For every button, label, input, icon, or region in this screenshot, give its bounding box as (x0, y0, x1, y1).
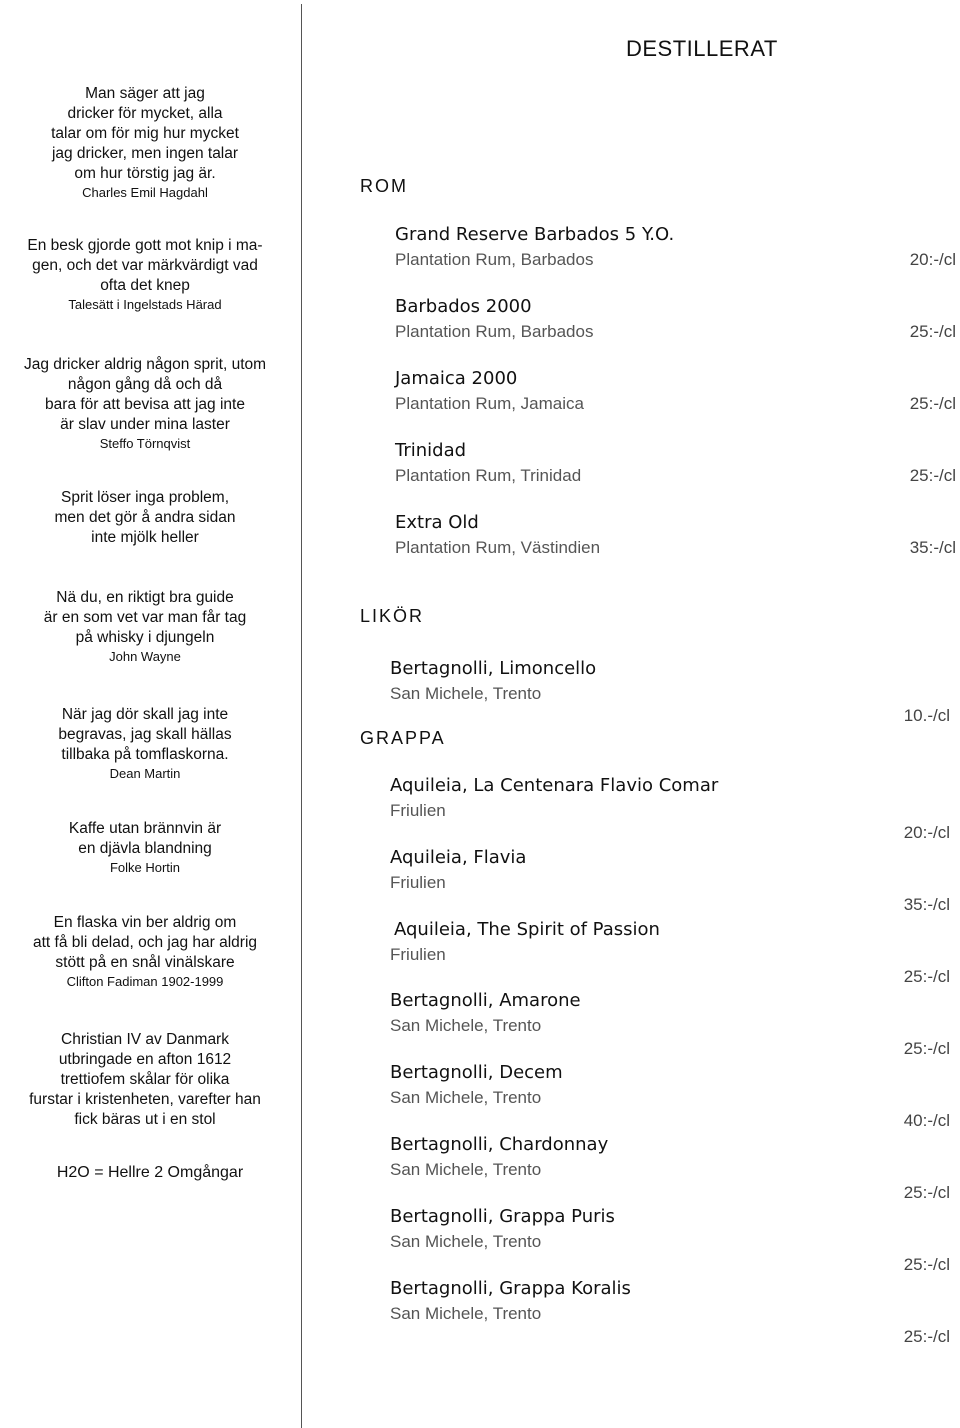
item-price: 20:-/cl (909, 250, 956, 269)
item-origin: San Michele, Trento (390, 1304, 542, 1323)
quote-text: En besk gjorde gott mot knip i ma- gen, och det var märkvärdigt vad ofta det knep (27, 237, 263, 294)
quote-text: H2O = Hellre 2 Omgångar (56, 1164, 244, 1181)
item-price: 25:-/cl (909, 322, 956, 341)
item-price: 25:-/cl (909, 466, 956, 485)
item-price: 35:-/cl (903, 895, 950, 914)
item-price: 35:-/cl (909, 538, 956, 557)
quote-fadiman (0, 913, 290, 991)
item-origin: San Michele, Trento (390, 684, 542, 703)
quote-christian (0, 1030, 290, 1130)
item-origin: Plantation Rum, Barbados (395, 322, 594, 341)
item-name: Bertagnolli, Amarone (390, 990, 581, 1011)
quote-tornqvist (0, 355, 290, 453)
quote-text: Nä du, en riktigt bra guide är en som vet var man får tag på whisky i djungeln (43, 589, 247, 646)
quote-author: Charles Emil Hagdahl (82, 185, 208, 200)
quote-text: När jag dör skall jag inte begravas, jag skall hällas tillbaka på tomflaskorna. (58, 706, 232, 763)
quote-text: En flaska vin ber aldrig om att få bli delad, och jag har aldrig stött på en snål vinälskare (32, 914, 258, 971)
item-name: Bertagnolli, Grappa Koralis (390, 1278, 631, 1299)
item-name: Trinidad (395, 440, 467, 461)
quote-text: Kaffe utan brännvin är en djävla blandning (68, 820, 222, 857)
item-name: Bertagnolli, Chardonnay (390, 1134, 609, 1155)
item-origin: Plantation Rum, Barbados (395, 250, 594, 269)
item-origin: Friulien (390, 945, 446, 964)
item-origin: Friulien (390, 801, 446, 820)
quote-author: Clifton Fadiman 1902-1999 (66, 974, 224, 989)
item-origin: Plantation Rum, Trinidad (395, 466, 582, 485)
quote-author: Steffo Törnqvist (99, 436, 191, 451)
quote-hagdahl (0, 84, 290, 202)
quote-author: John Wayne (109, 649, 181, 664)
item-name: Barbados 2000 (395, 296, 532, 317)
quote-ingelstad (0, 236, 290, 314)
item-origin: San Michele, Trento (390, 1232, 542, 1251)
item-price: 25:-/cl (903, 1039, 950, 1058)
section-title-likor: LIKÖR (360, 606, 425, 626)
item-name: Jamaica 2000 (395, 368, 518, 389)
item-origin: Plantation Rum, Jamaica (395, 394, 584, 413)
quote-author: Dean Martin (109, 766, 181, 781)
item-price: 25:-/cl (903, 1327, 950, 1346)
item-price: 40:-/cl (903, 1111, 950, 1130)
item-name: Grand Reserve Barbados 5 Y.O. (395, 224, 675, 245)
item-name: Bertagnolli, Decem (390, 1062, 563, 1083)
item-origin: San Michele, Trento (390, 1160, 542, 1179)
item-name: Bertagnolli, Grappa Puris (390, 1206, 615, 1227)
quote-mjolk (0, 488, 290, 548)
item-name: Aquileia, Flavia (390, 847, 527, 868)
item-price: 25:-/cl (909, 394, 956, 413)
item-name: Bertagnolli, Limoncello (390, 658, 597, 679)
item-name: Aquileia, La Centenara Flavio Comar (390, 775, 719, 796)
item-price: 25:-/cl (903, 1183, 950, 1202)
quote-martin (0, 705, 290, 783)
quote-text: Jag dricker aldrig någon sprit, utom någon gång då och då bara för att bevisa att jag inte är slav under mina laster (23, 356, 267, 433)
page-title: DESTILLERAT (626, 36, 778, 61)
item-name: Extra Old (395, 512, 479, 533)
item-origin: San Michele, Trento (390, 1088, 542, 1107)
quote-author: Talesätt i Ingelstads Härad (68, 297, 222, 312)
quote-hortin (0, 819, 290, 877)
section-title-grappa: GRAPPA (360, 728, 446, 748)
quote-text: Sprit löser inga problem, men det gör å andra sidan inte mjölk heller (54, 489, 236, 546)
quote-h2o (0, 1163, 300, 1183)
quote-wayne (0, 588, 290, 666)
item-origin: Friulien (390, 873, 446, 892)
quote-text: Christian IV av Danmark utbringade en afton 1612 trettiofem skålar för olika furstar i kristenheten, varefter han fick bäras ut i en stol (29, 1031, 261, 1128)
item-name: Aquileia, The Spirit of Passion (394, 919, 660, 940)
quote-author: Folke Hortin (109, 860, 181, 875)
item-price: 10.-/cl (903, 706, 950, 725)
item-price: 25:-/cl (903, 1255, 950, 1274)
section-title-rom: ROM (360, 176, 408, 196)
item-price: 25:-/cl (903, 967, 950, 986)
item-origin: San Michele, Trento (390, 1016, 542, 1035)
item-price: 20:-/cl (903, 823, 950, 842)
column-divider (301, 4, 302, 1428)
item-origin: Plantation Rum, Västindien (395, 538, 601, 557)
quote-text: Man säger att jag dricker för mycket, alla talar om för mig hur mycket jag dricker, men ingen talar om hur törstig jag är. (51, 85, 239, 182)
